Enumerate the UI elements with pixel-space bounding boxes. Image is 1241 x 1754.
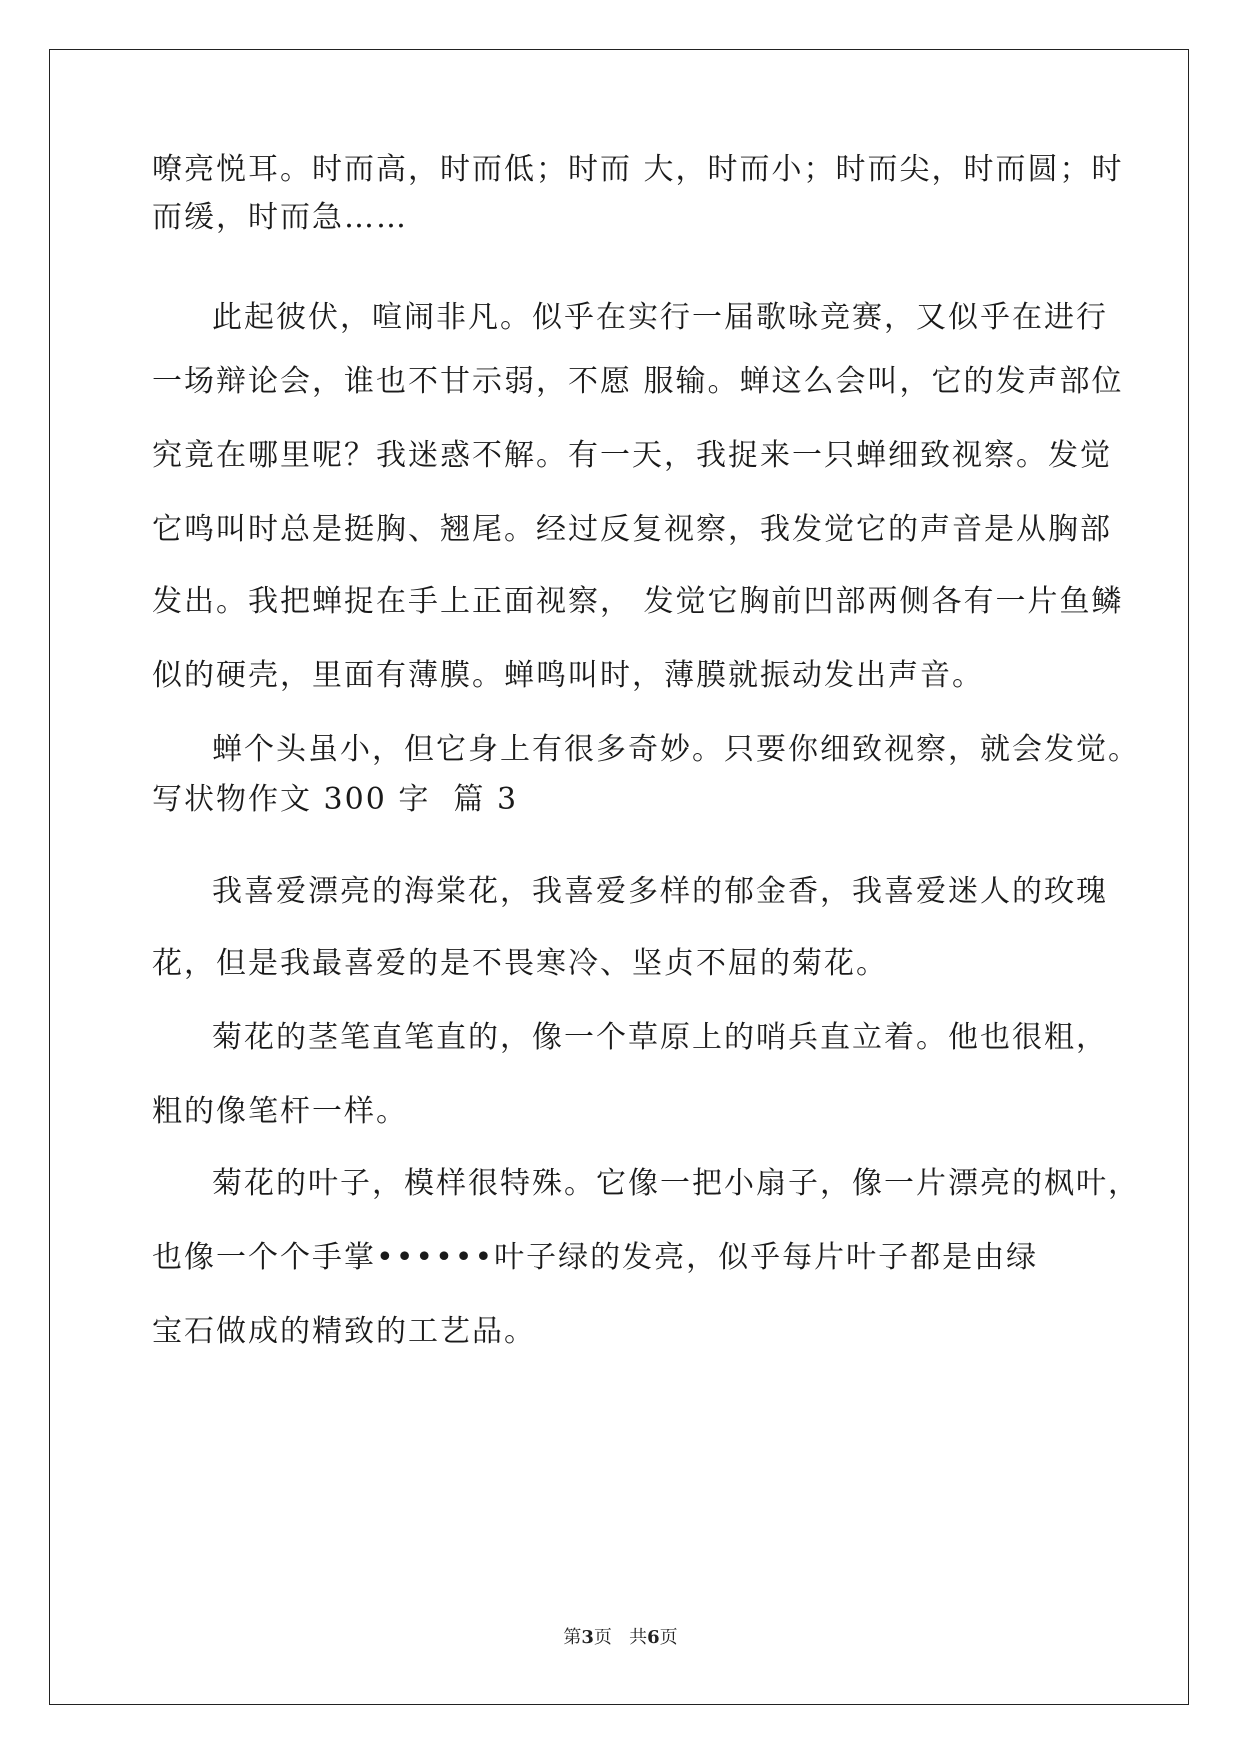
text-line: 它鸣叫时总是挺胸、翘尾。经过反复视察，我发觉它的声音是从胸部	[152, 512, 1112, 547]
paragraph-first-line: 蝉个头虽小，但它身上有很多奇妙。只要你细致视察，就会发觉。	[212, 732, 1140, 767]
section-heading: 写状物作文 300 字 篇 3	[152, 782, 519, 817]
text-line: 究竟在哪里呢？我迷惑不解。有一天，我捉来一只蝉细致视察。发觉	[152, 438, 1112, 473]
text-line: 花，但是我最喜爱的是不畏寒冷、坚贞不屈的菊花。	[152, 946, 888, 981]
text-line: 宝石做成的精致的工艺品。	[152, 1314, 536, 1349]
paragraph-first-line: 此起彼伏，喧闹非凡。似乎在实行一届歌咏竞赛，又似乎在进行	[212, 300, 1108, 335]
paragraph-first-line: 菊花的茎笔直笔直的，像一个草原上的哨兵直立着。他也很粗，	[212, 1020, 1108, 1055]
text-line: 也像一个个手掌••••••叶子绿的发亮，似乎每片叶子都是由绿	[152, 1240, 1039, 1275]
text-line: 粗的像笔杆一样。	[152, 1094, 408, 1129]
footer-prefix: 第	[563, 1627, 582, 1648]
page-footer	[0, 1626, 1241, 1650]
total-pages-number: 6	[647, 1627, 660, 1648]
text-line: 一场辩论会，谁也不甘示弱，不愿 服输。蝉这么会叫，它的发声部位	[152, 364, 1124, 399]
footer-middle: 页 共	[593, 1627, 648, 1648]
paragraph-first-line: 我喜爱漂亮的海棠花，我喜爱多样的郁金香，我喜爱迷人的玫瑰	[212, 874, 1108, 909]
footer-suffix: 页	[659, 1627, 678, 1648]
text-line: 嘹亮悦耳。时而高，时而低；时而 大，时而小；时而尖，时而圆；时	[152, 152, 1124, 187]
text-line: 发出。我把蝉捉在手上正面视察， 发觉它胸前凹部两侧各有一片鱼鳞	[152, 584, 1124, 619]
text-line: 似的硬壳，里面有薄膜。蝉鸣叫时，薄膜就振动发出声音。	[152, 658, 984, 693]
paragraph-first-line: 菊花的叶子，模样很特殊。它像一把小扇子，像一片漂亮的枫叶，	[212, 1166, 1140, 1201]
text-line: 而缓，时而急……	[152, 200, 408, 235]
current-page-number: 3	[581, 1627, 594, 1648]
